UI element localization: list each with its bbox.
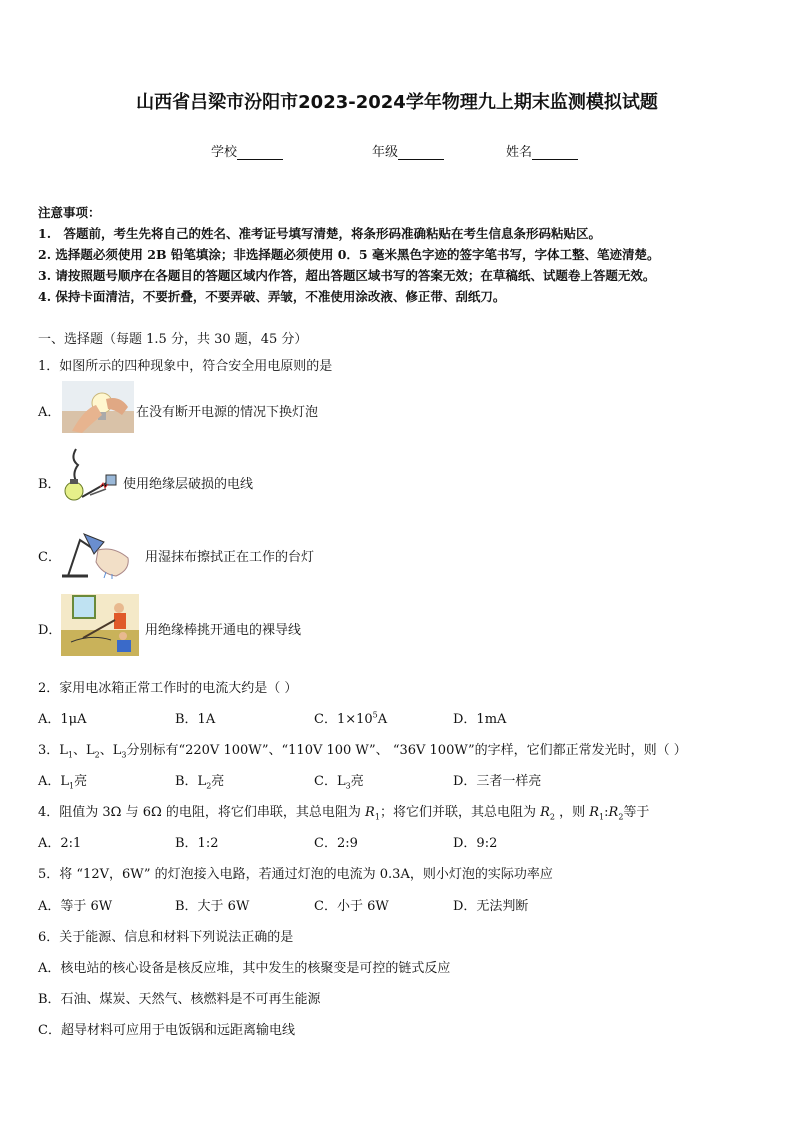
q1-option-c-letter: C． bbox=[38, 550, 61, 565]
q3-option-c[interactable] bbox=[314, 770, 364, 791]
q4-stem bbox=[38, 801, 649, 822]
q4-symbol: R bbox=[540, 805, 550, 820]
q2-option-a[interactable]: A．1μA bbox=[38, 712, 87, 727]
notes-heading: 注意事项： bbox=[38, 205, 101, 220]
q1-option-d-text: 用绝缘棒挑开通电的裸导线 bbox=[145, 623, 302, 638]
desk-lamp-image bbox=[58, 528, 134, 580]
q3-sub: 2 bbox=[94, 750, 100, 760]
q4-option-b[interactable]: B．1:2 bbox=[175, 836, 219, 851]
name-blank[interactable] bbox=[532, 145, 578, 160]
q3-option-c-text: C．L bbox=[314, 774, 346, 789]
note-item: 4. 保持卡面清洁，不要折叠，不要弄破、弄皱，不准使用涂改液、修正带、刮纸刀。 bbox=[38, 289, 506, 304]
q4-option-c[interactable]: C．2:9 bbox=[314, 836, 358, 851]
name-label: 姓名 bbox=[506, 145, 533, 160]
school-field[interactable] bbox=[211, 141, 283, 160]
q4-sub: 2 bbox=[549, 812, 555, 822]
q4-option-d[interactable]: D．9:2 bbox=[453, 836, 498, 851]
q3-stem-part: 、L bbox=[99, 743, 122, 758]
q3-option-d[interactable]: D．三者一样亮 bbox=[453, 774, 542, 789]
q6-option-c[interactable]: C．超导材料可应用于电饭锅和远距离输电线 bbox=[38, 1023, 295, 1038]
q3-option-a-text: A．L bbox=[38, 774, 70, 789]
q3-option-b-sub: 2 bbox=[206, 781, 212, 791]
note-item: 1. 答题前，考生先将自己的姓名、准考证号填写清楚，将条形码准确粘贴在考生信息条形码粘贴区。 bbox=[38, 226, 602, 241]
school-blank[interactable] bbox=[237, 145, 283, 160]
q1-option-c-text: 用湿抹布擦拭正在工作的台灯 bbox=[145, 550, 315, 565]
grade-blank[interactable] bbox=[398, 145, 444, 160]
q3-option-b-text: B．L bbox=[175, 774, 207, 789]
q4-option-a[interactable]: A．2:1 bbox=[38, 836, 82, 851]
q4-stem-part: ；将它们并联，其总电阻为 bbox=[379, 805, 541, 820]
q4-stem-part: 4．阻值为 3Ω 与 6Ω 的电阻，将它们串联，其总电阻为 bbox=[38, 805, 366, 820]
school-label: 学校 bbox=[211, 145, 238, 160]
q1-option-b-letter: B． bbox=[38, 477, 61, 492]
section-heading: 一、选择题（每题 1.5 分，共 30 题，45 分） bbox=[38, 332, 308, 347]
q2-option-c-exponent: 5 bbox=[372, 710, 378, 720]
q3-option-a-text: 亮 bbox=[74, 774, 88, 789]
q5-option-c[interactable]: C．小于 6W bbox=[314, 899, 389, 914]
note-item: 3. 请按照题号顺序在各题目的答题区域内作答，超出答题区域书写的答案无效；在草稿纸、试题卷上答题无效。 bbox=[38, 268, 656, 283]
q4-symbol: R bbox=[365, 805, 375, 820]
q6-option-a[interactable]: A．核电站的核心设备是核反应堆，其中发生的核聚变是可控的链式反应 bbox=[38, 961, 451, 976]
q3-option-b-text: 亮 bbox=[211, 774, 225, 789]
q1-option-d-letter: D． bbox=[38, 623, 62, 638]
q3-sub: 3 bbox=[121, 750, 127, 760]
q3-stem-part: 3．L bbox=[38, 743, 68, 758]
student-info-row bbox=[0, 141, 794, 161]
q3-option-b[interactable] bbox=[175, 770, 224, 791]
page-title: 山西省吕梁市汾阳市2023-2024学年物理九上期末监测模拟试题 bbox=[136, 92, 658, 113]
q4-sub: 1 bbox=[599, 812, 605, 822]
q3-sub: 1 bbox=[67, 750, 73, 760]
q3-stem bbox=[38, 739, 687, 760]
note-item: 2. 选择题必须使用 2B 铅笔填涂；非选择题必须使用 0．5 毫米黑色字迹的签字笔书写，字体工整、笔迹清楚。 bbox=[38, 247, 660, 262]
q4-sub: 2 bbox=[618, 812, 624, 822]
grade-label: 年级 bbox=[372, 145, 399, 160]
q2-option-d[interactable]: D．1mA bbox=[453, 712, 507, 727]
q4-colon: : bbox=[604, 805, 609, 820]
q1-option-b-text: 使用绝缘层破损的电线 bbox=[123, 477, 254, 492]
q3-option-c-text: 亮 bbox=[350, 774, 364, 789]
q4-sub: 1 bbox=[374, 812, 380, 822]
q1-stem: 1．如图所示的四种现象中，符合安全用电原则的是 bbox=[38, 359, 333, 374]
q2-option-b[interactable]: B．1A bbox=[175, 712, 216, 727]
q4-stem-part: 等于 bbox=[623, 805, 650, 820]
q2-option-c-base: C．1×10 bbox=[314, 712, 373, 727]
q1-option-a-letter: A． bbox=[38, 405, 61, 420]
name-field[interactable] bbox=[506, 141, 578, 160]
q3-stem-part: 分别标有“220V 100W”、“110V 100 W”、 “36V 100W”的字样，它们都正常发光时，则（ ） bbox=[126, 743, 687, 758]
q4-stem-part: ，则 bbox=[554, 805, 590, 820]
q6-stem: 6．关于能源、信息和材料下列说法正确的是 bbox=[38, 930, 294, 945]
q2-option-c-unit: A bbox=[377, 712, 388, 727]
q4-symbol: R bbox=[608, 805, 619, 820]
q4-symbol: R bbox=[589, 805, 600, 820]
damaged-wire-image bbox=[60, 445, 120, 515]
q5-option-b[interactable]: B．大于 6W bbox=[175, 899, 250, 914]
q3-option-a[interactable] bbox=[38, 770, 87, 791]
insulated-rod-image bbox=[61, 594, 139, 656]
q2-option-c[interactable] bbox=[314, 708, 387, 727]
q5-stem: 5．将 “12V，6W” 的灯泡接入电路，若通过灯泡的电流为 0.3A，则小灯泡的实际功率应 bbox=[38, 867, 553, 882]
q3-stem-part: 、L bbox=[73, 743, 95, 758]
q3-option-a-sub: 1 bbox=[69, 781, 75, 791]
bulb-change-image bbox=[62, 381, 134, 433]
q1-option-a-text: 在没有断开电源的情况下换灯泡 bbox=[136, 405, 319, 420]
q6-option-b[interactable]: B．石油、煤炭、天然气、核燃料是不可再生能源 bbox=[38, 992, 321, 1007]
q2-stem: 2．家用电冰箱正常工作时的电流大约是（ ） bbox=[38, 681, 298, 696]
q5-option-d[interactable]: D．无法判断 bbox=[453, 899, 529, 914]
grade-field[interactable] bbox=[372, 141, 444, 160]
q5-option-a[interactable]: A．等于 6W bbox=[38, 899, 113, 914]
q3-option-c-sub: 3 bbox=[345, 781, 351, 791]
